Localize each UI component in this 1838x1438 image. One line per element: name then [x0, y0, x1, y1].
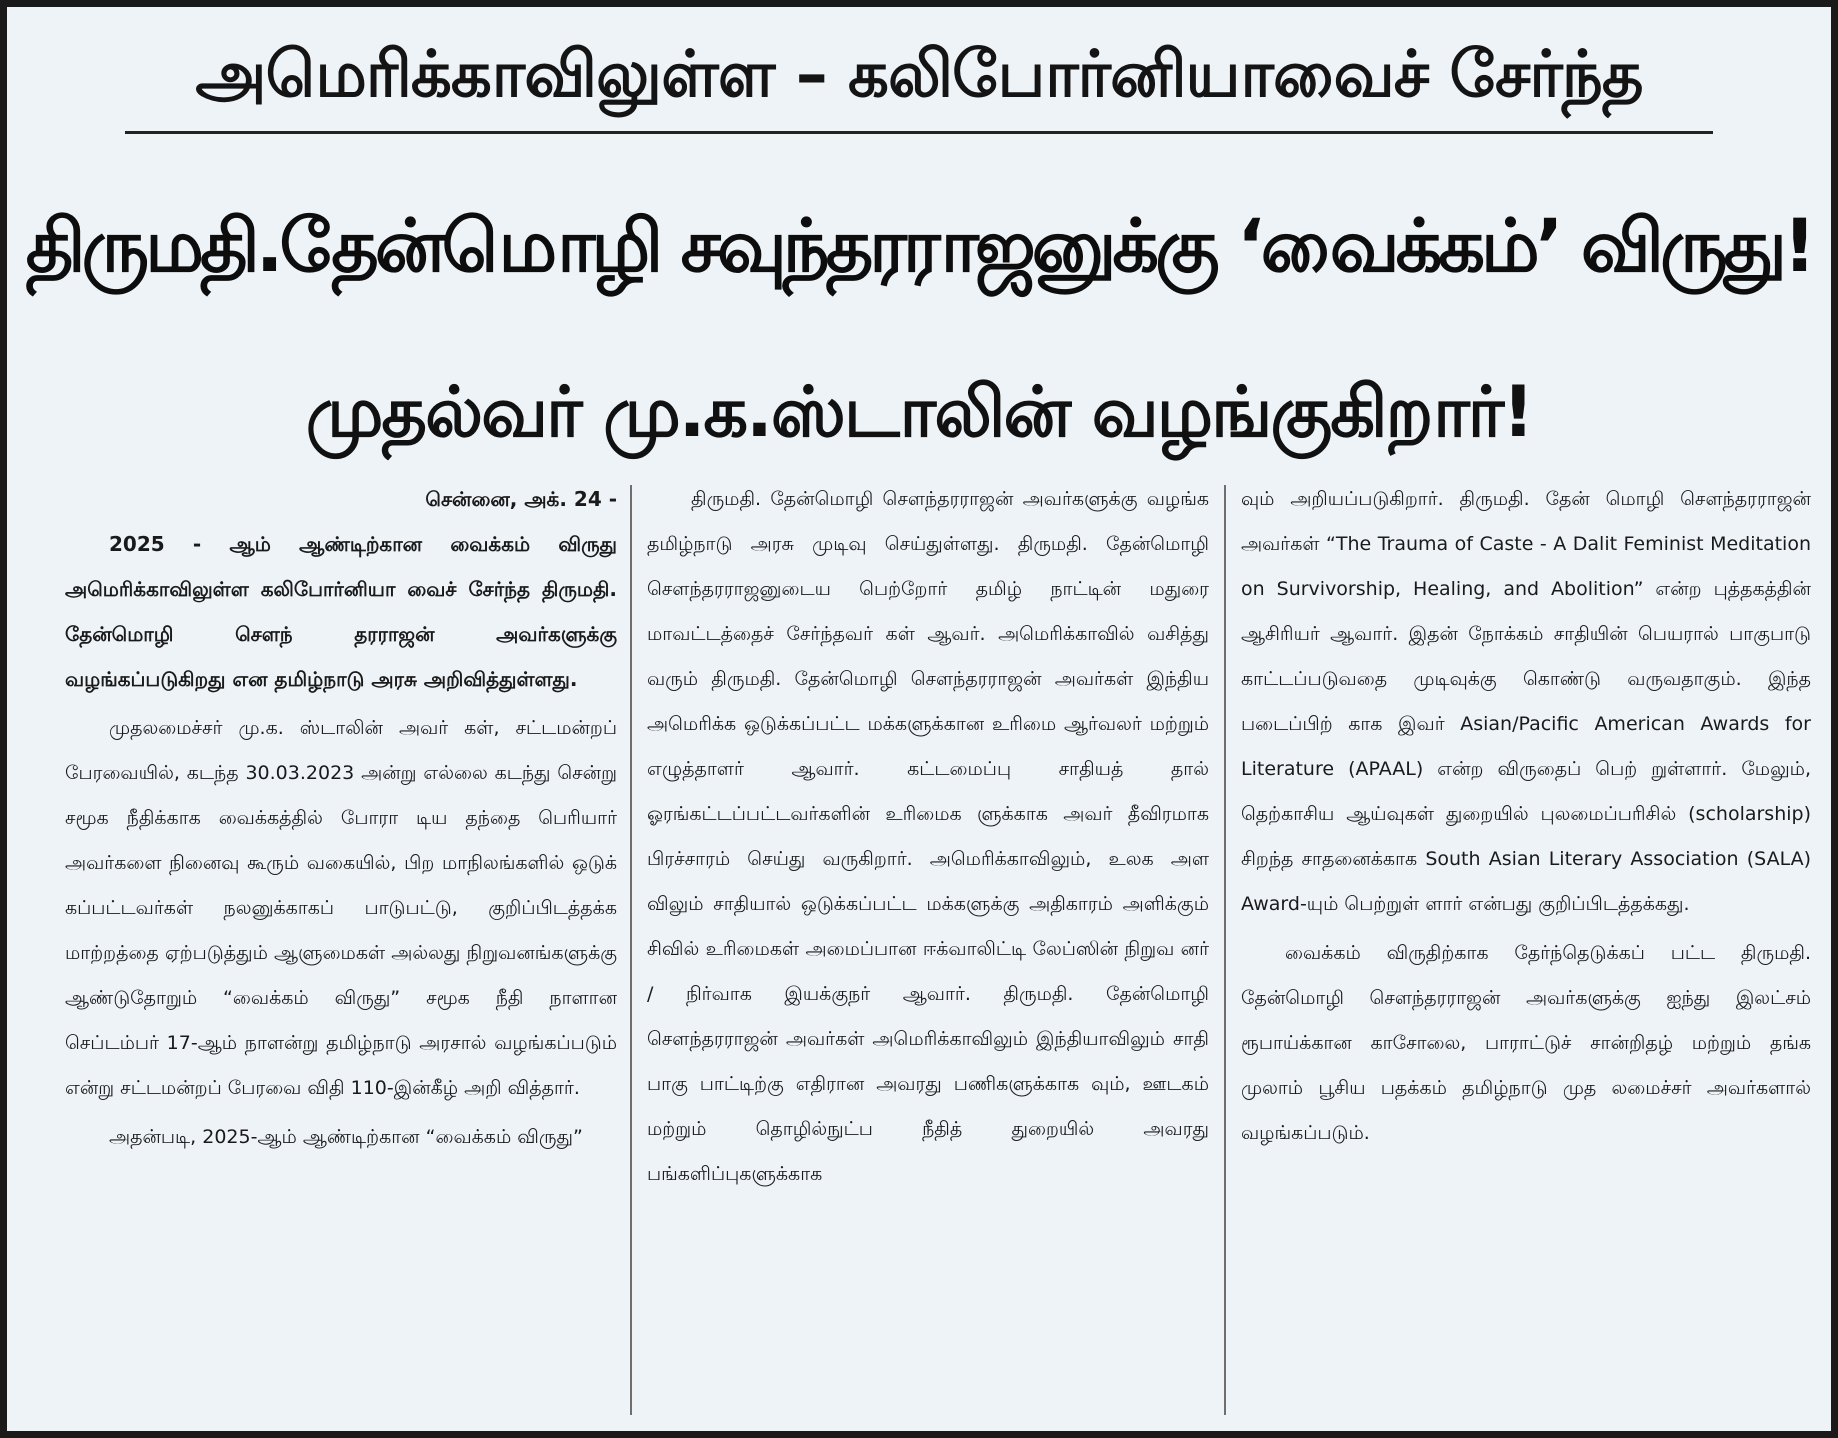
body-paragraph: முதலமைச்சர் மு.க. ஸ்டாலின் அவர் கள், சட்டமன்றப் பேரவையில், கடந்த 30.03.2023 அன்று எல்லை கடந்து சென்று சமூக நீதிக்காக வைக்கத்தில் போரா டிய தந்தை பெரியார் அவர்களை நினைவு கூரும் வகையில், பிற மாநிலங்களில் ஒடுக் கப்பட்டவர்கள் நலனுக்காகப் பாடுபட்டு, குறிப்பிடத்தக்க மாற்றத்தை ஏற்படுத்தும் ஆளுமைகள் அல்லது நிறுவனங்களுக்கு ஆண்டுதோறும் “வைக்கம் விருது” சமூக நீதி நாளான செப்டம்பர் 17-ஆம் நாளன்று தமிழ்நாடு அரசால் வழங்கப்படும் என்று சட்டமன்றப் பேரவை விதி 110-இன்கீழ் அறி வித்தார்.	[65, 717, 617, 1099]
body-paragraph: திருமதி. தேன்மொழி சௌந்தரராஜன் அவர்களுக்கு வழங்க தமிழ்நாடு அரசு முடிவு செய்துள்ளது. திருமதி. தேன்மொழி சௌந்தரராஜனுடைய பெற்றோர் தமிழ் நாட்டின் மதுரை மாவட்டத்தைச் சேர்ந்தவர் கள் ஆவர். அமெரிக்காவில் வசித்து வரும் திருமதி. தேன்மொழி சௌந்தரராஜன் அவர்கள் இந்திய அமெரிக்க ஒடுக்கப்பட்ட மக்களுக்கான உரிமை ஆர்வலர் மற்றும் எழுத்தாளர் ஆவார். கட்டமைப்பு சாதியத் தால் ஓரங்கட்டப்பட்டவர்களின் உரிமைக ளுக்காக அவர் தீவிரமாக பிரச்சாரம் செய்து வருகிறார். அமெரிக்காவிலும், உலக அள விலும் சாதியால் ஒடுக்கப்பட்ட மக்களுக்கு அதிகாரம் அளிக்கும் சிவில் உரிமைகள் அமைப்பான ஈக்வாலிட்டி லேப்ஸின் நிறுவ னர் / நிர்வாக இயக்குநர் ஆவார். திருமதி. தேன்மொழி சௌந்தரராஜன் அவர்கள் அமெரிக்காவிலும் இந்தியாவிலும் சாதி பாகு பாட்டிற்கு எதிரான அவரது பணிகளுக்காக வும், ஊடகம் மற்றும் தொழில்நுட்ப நீதித் துறையில் அவரது பங்களிப்புகளுக்காக	[647, 488, 1209, 1185]
kicker-headline: அமெரிக்காவிலுள்ள – கலிபோர்னியாவைச் சேர்ந்த	[195, 38, 1643, 112]
body-paragraph: அதன்படி, 2025-ஆம் ஆண்டிற்கான “வைக்கம் விருது”	[109, 1126, 583, 1148]
article-column-3	[1241, 477, 1811, 1427]
body-paragraph: வும் அறியப்படுகிறார். திருமதி. தேன் மொழி சௌந்தரராஜன் அவர்கள் “The Trauma of Caste - A Dalit Feminist Meditation on Survivorship, Healing, and Abolition” என்ற புத்தகத்தின் ஆசிரியர் ஆவார். இதன் நோக்கம் சாதியின் பெயரால் பாகுபாடு காட்டப்படுவதை முடிவுக்கு கொண்டு வருவதாகும். இந்த படைப்பிற் காக இவர் Asian/Pacific American Awards for Literature (APAAL) என்ற விருதைப் பெற் றுள்ளார். மேலும், தெற்காசிய ஆய்வுகள் துறையில் புலமைப்பரிசில் (scholarship) சிறந்த சாதனைக்காக South Asian Literary Association (SALA) Award-யும் பெற்றுள் ளார் என்பது குறிப்பிடத்தக்கது.	[1241, 488, 1811, 915]
dateline: சென்னை, அக். 24 -	[425, 487, 617, 511]
column-divider	[630, 485, 632, 1415]
body-paragraph: வைக்கம் விருதிற்காக தேர்ந்தெடுக்கப் பட்ட திருமதி. தேன்மொழி சௌந்தரராஜன் அவர்களுக்கு ஐந்து இலட்சம் ரூபாய்க்கான காசோலை, பாராட்டுச் சான்றிதழ் மற்றும் தங்க முலாம் பூசிய பதக்கம் தமிழ்நாடு முத லமைச்சர் அவர்களால் வழங்கப்படும்.	[1241, 942, 1811, 1144]
article-column-1	[65, 477, 617, 1427]
lead-paragraph: 2025 - ஆம் ஆண்டிற்கான வைக்கம் விருது அமெரிக்காவிலுள்ள கலிபோர்னியா வைச் சேர்ந்த திருமதி. தேன்மொழி சௌந் தரராஜன் அவர்களுக்கு வழங்கப்படுகிறது என தமிழ்நாடு அரசு அறிவித்துள்ளது.	[65, 532, 617, 691]
column-divider	[1224, 485, 1226, 1415]
sub-headline: முதல்வர் மு.க.ஸ்டாலின் வழங்குகிறார்!	[305, 371, 1533, 453]
main-headline: திருமதி.தேன்மொழி சவுந்தரராஜனுக்கு ‘வைக்கம்’ விருது!	[25, 204, 1813, 289]
article-column-2	[647, 477, 1209, 1427]
kicker-rule	[125, 131, 1713, 134]
